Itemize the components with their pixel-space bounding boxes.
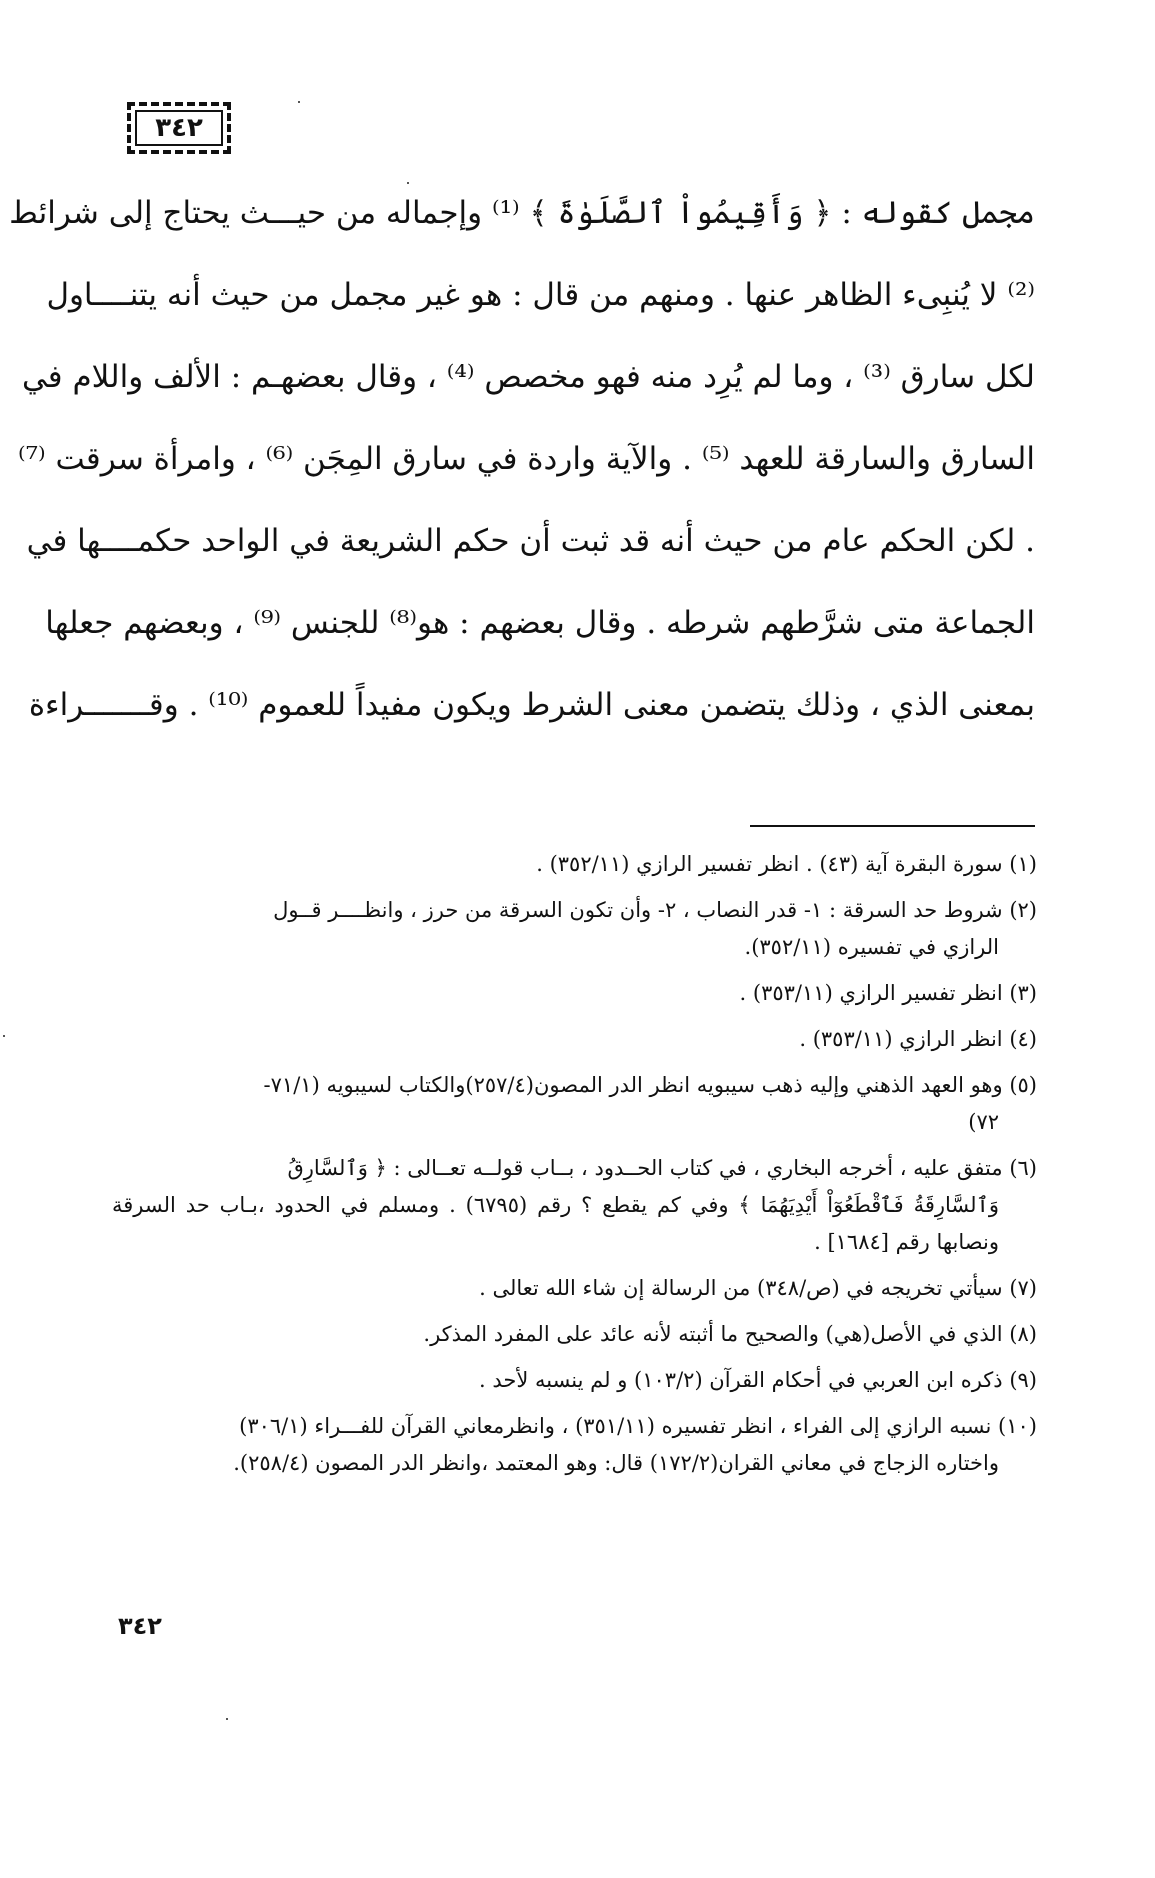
page-number-top <box>127 102 231 154</box>
footnote-7 <box>112 1270 1037 1307</box>
footnotes <box>112 846 1037 1491</box>
main-text <box>9 172 1035 746</box>
footnote-6 <box>112 1150 1037 1261</box>
footnote-continuation: واختاره الزجاج في معاني القران(١٧٢/٢) قال: وهو المعتمد ،وانظر الدر المصون (٢٥٨/٤). <box>233 1451 999 1475</box>
footnote-text: (٤) انظر الرازي (٣٥٣/١١) . <box>799 1027 1037 1051</box>
footnote-text: (٧) سيأتي تخريجه في (ص/٣٤٨) من الرسالة إن شاء الله تعالى . <box>479 1276 1037 1300</box>
scan-speck <box>3 1035 5 1037</box>
footnote-continuation: ٧٢) <box>968 1110 999 1134</box>
footnote-2 <box>112 892 1037 966</box>
footnote-5 <box>112 1067 1037 1141</box>
scan-speck <box>298 101 300 103</box>
main-line: بمعنى الذي ، وذلك يتضمن معنى الشرط ويكون مفيداً للعموم ⁽¹⁰⁾ . وقـــــــراءة <box>28 687 1035 723</box>
main-line: السارق والسارقة للعهد ⁽⁵⁾ . والآية واردة في سارق المِجَن ⁽⁶⁾ ، وامرأة سرقت ⁽⁷⁾ <box>17 441 1035 477</box>
footnote-text: (٢) شروط حد السرقة : ١- قدر النصاب ، ٢- وأن تكون السرقة من حرز ، وانظــــر قــول <box>273 898 1037 922</box>
scan-speck <box>407 182 409 184</box>
footnote-1 <box>112 846 1037 883</box>
footnote-text: (٣) انظر تفسير الرازي (٣٥٣/١١) . <box>739 981 1037 1005</box>
main-line: لكل سارق ⁽³⁾ ، وما لم يُرِد منه فهو مخصص ⁽⁴⁾ ، وقال بعضهـم : الألف واللام في <box>21 359 1035 395</box>
footnote-9 <box>112 1362 1037 1399</box>
footnote-text: (٩) ذكره ابن العربي في أحكام القرآن (١٠٣/٢) و لم ينسبه لأحد . <box>478 1368 1037 1392</box>
footnote-8 <box>112 1316 1037 1353</box>
footnote-text: (١) سورة البقرة آية (٤٣) . انظر تفسير الرازي (٣٥٢/١١) . <box>536 852 1037 876</box>
footnote-10 <box>112 1408 1037 1482</box>
page-number-bottom-text: ٣٤٢ <box>118 1612 162 1640</box>
main-line: ⁽²⁾ لا يُنبِىء الظاهر عنها . ومنهم من قال : هو غير مجمل من حيث أنه يتنــــاول <box>46 277 1035 313</box>
scan-speck <box>226 1718 228 1720</box>
main-line: مجمل كقوله : ﴿ وَأَقِيمُواْ ٱلصَّلَوٰةَ ﴾ ⁽¹⁾ وإجماله من حيـــث يحتاج إلى شرائط <box>9 195 1035 231</box>
footnote-text: (٥) وهو العهد الذهني وإليه ذهب سيبويه انظر الدر المصون(٢٥٧/٤)والكتاب لسيبويه (٧١/١- <box>263 1073 1037 1097</box>
page-number-bottom <box>118 1612 162 1640</box>
footnote-text: (٦) متفق عليه ، أخرجه البخاري ، في كتاب الحــدود ، بــاب قولــه تعــالى : ﴿ وَٱلسَّارِقُ <box>287 1156 1037 1180</box>
footnote-text: (٨) الذي في الأصل(هي) والصحيح ما أثبته لأنه عائد على المفرد المذكر. <box>423 1322 1037 1346</box>
main-line: . لكن الحكم عام من حيث أنه قد ثبت أن حكم الشريعة في الواحد حكمــــها في <box>26 523 1035 559</box>
page-number-top-text: ٣٤٢ <box>155 113 203 143</box>
footnote-4 <box>112 1021 1037 1058</box>
footnote-3 <box>112 975 1037 1012</box>
footnote-continuation: وَٱلسَّارِقَةُ فَٱقْطَعُوٓاْ أَيْدِيَهُمَا ﴾ وفي كم يقطع ؟ رقم (٦٧٩٥) . ومسلم في الحدود ،بـاب حد السرقة ونصابها رقم [١٦٨٤] . <box>112 1193 999 1254</box>
footnote-continuation: الرازي في تفسيره (٣٥٢/١١). <box>744 935 999 959</box>
main-line: الجماعة متى شرَّطهم شرطه . وقال بعضهم : هو⁽⁸⁾ للجنس ⁽⁹⁾ ، وبعضهم جعلها <box>45 605 1035 641</box>
footnote-text: (١٠) نسبه الرازي إلى الفراء ، انظر تفسيره (٣٥١/١١) ، وانظرمعاني القرآن للفـــراء (٣٠٦/١) <box>239 1414 1037 1438</box>
footnote-divider <box>750 825 1035 827</box>
